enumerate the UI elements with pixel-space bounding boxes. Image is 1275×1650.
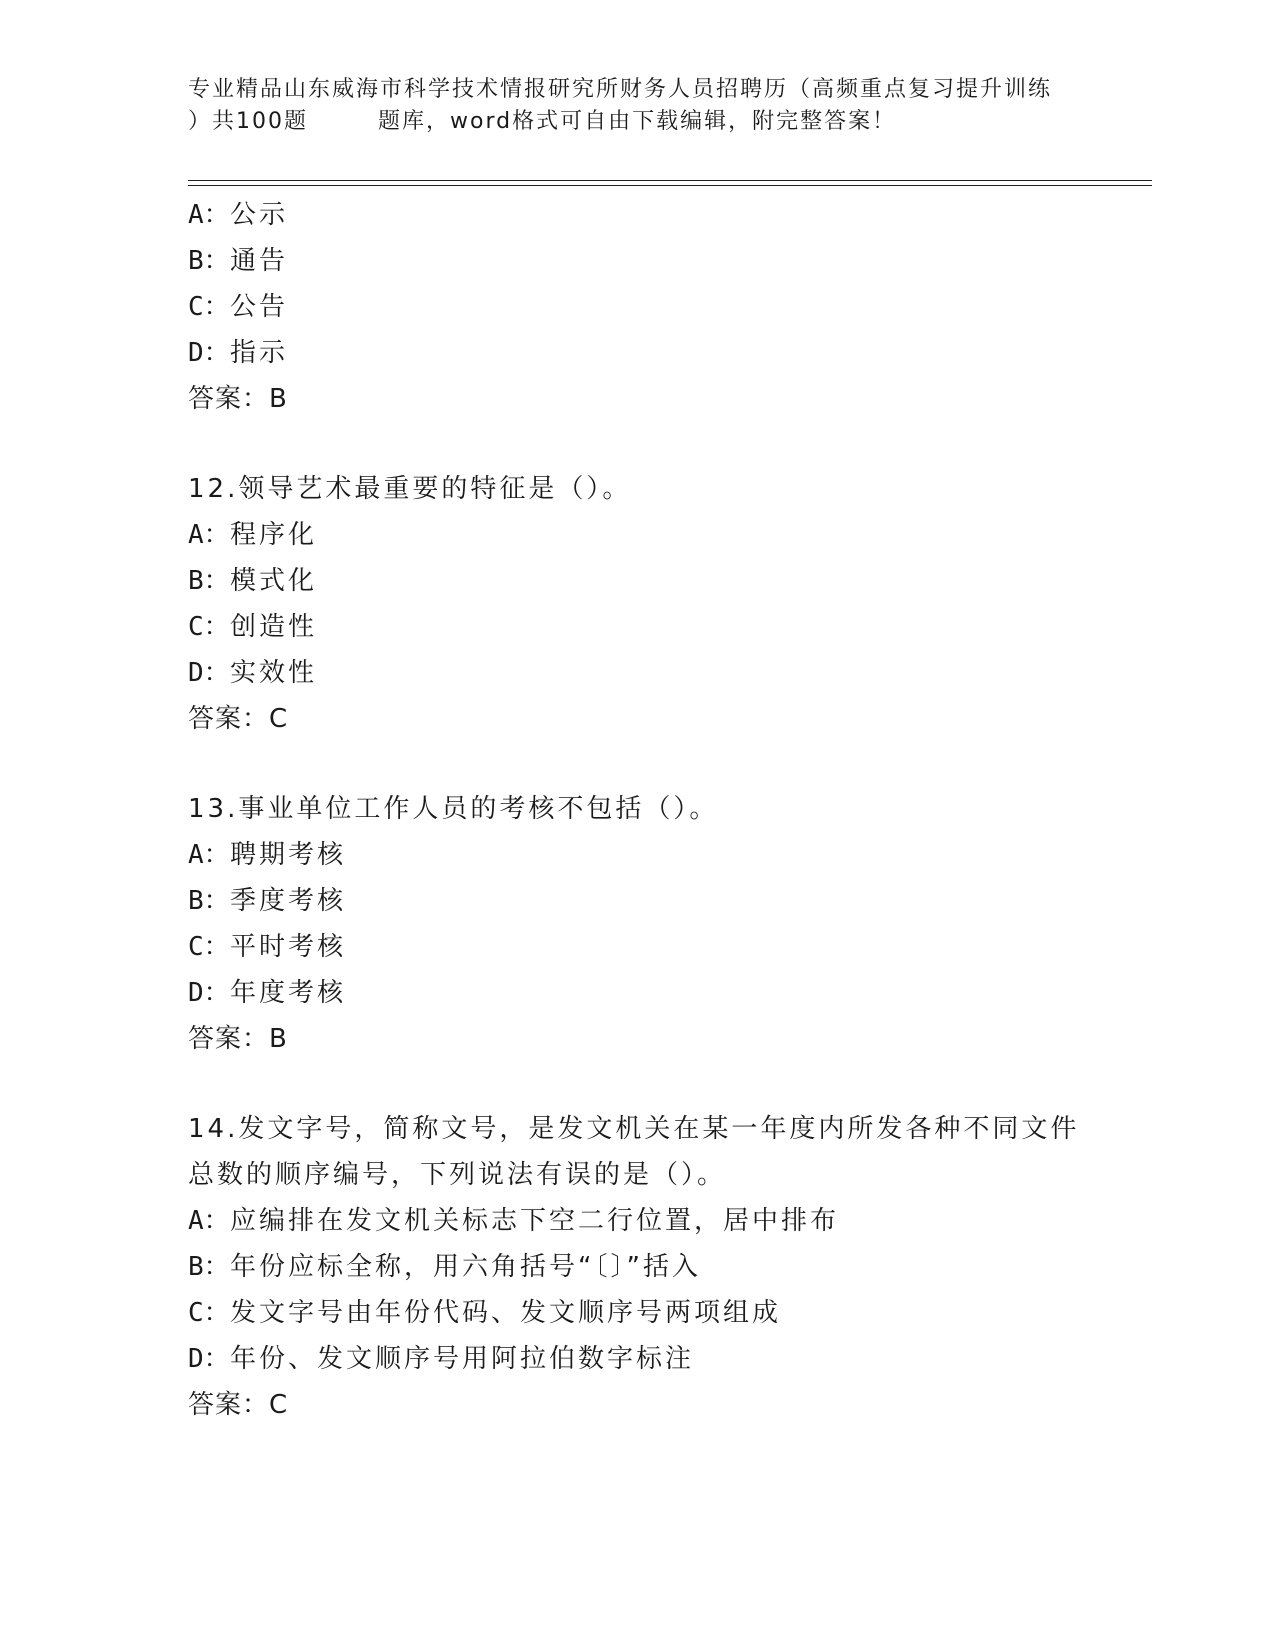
option-text: 聘期考核: [230, 840, 347, 870]
header-title-part-1: ）共100题: [188, 109, 308, 134]
document-header: [188, 74, 1088, 138]
question-block-14: [188, 1106, 1128, 1428]
option-text: 季度考核: [230, 886, 347, 916]
answer-line: [188, 696, 1128, 742]
option-letter: C：: [188, 932, 230, 962]
option-text: 年份应标全称，用六角括号“〔〕”括入: [230, 1252, 701, 1282]
option-letter: A：: [188, 520, 230, 550]
option-text: 模式化: [230, 566, 318, 596]
question-text-line-2: 总数的顺序编号，下列说法有误的是（）。: [188, 1160, 727, 1190]
option-letter: C：: [188, 612, 230, 642]
option-letter: B：: [188, 566, 230, 596]
option-letter: B：: [188, 246, 230, 276]
header-divider-top: [188, 180, 1152, 181]
option-text: 通告: [230, 246, 289, 276]
option-text: 年度考核: [230, 978, 347, 1008]
option-letter: D：: [188, 978, 230, 1008]
answer-line: [188, 376, 1128, 422]
option-a: [188, 512, 1128, 558]
option-text: 发文字号由年份代码、发文顺序号两项组成: [230, 1298, 782, 1328]
question-block-13: [188, 786, 1128, 1062]
answer-value: C: [269, 704, 291, 734]
answer-label: 答案：: [188, 1390, 270, 1420]
question-text: 12.领导艺术最重要的特征是（）。: [188, 474, 632, 504]
option-a: [188, 192, 1128, 238]
option-text: 平时考核: [230, 932, 347, 962]
option-b: [188, 1244, 1128, 1290]
option-letter: C：: [188, 292, 230, 322]
option-b: [188, 238, 1128, 284]
header-title-line-1: 专业精品山东威海市科学技术情报研究所财务人员招聘历（高频重点复习提升训练: [188, 77, 1053, 102]
option-text: 实效性: [230, 658, 318, 688]
option-letter: A：: [188, 840, 230, 870]
answer-value: B: [269, 384, 290, 414]
option-text: 年份、发文顺序号用阿拉伯数字标注: [230, 1344, 695, 1374]
option-letter: D：: [188, 338, 230, 368]
option-d: [188, 330, 1128, 376]
option-letter: B：: [188, 886, 230, 916]
answer-label: 答案：: [188, 1024, 270, 1054]
option-c: [188, 284, 1128, 330]
answer-value: B: [269, 1024, 290, 1054]
option-a: [188, 832, 1128, 878]
option-text: 指示: [230, 338, 289, 368]
option-d: [188, 1336, 1128, 1382]
option-d: [188, 650, 1128, 696]
question-text: 13.事业单位工作人员的考核不包括（）。: [188, 794, 719, 824]
answer-label: 答案：: [188, 704, 270, 734]
option-b: [188, 558, 1128, 604]
option-c: [188, 604, 1128, 650]
option-letter: D：: [188, 658, 230, 688]
question-list: [188, 192, 1128, 1428]
option-letter: D：: [188, 1344, 230, 1374]
option-d: [188, 970, 1128, 1016]
option-text: 公示: [230, 200, 289, 230]
question-block-11: [188, 192, 1128, 422]
option-c: [188, 1290, 1128, 1336]
answer-line: [188, 1382, 1128, 1428]
option-a: [188, 1198, 1128, 1244]
option-letter: C：: [188, 1298, 230, 1328]
option-letter: A：: [188, 1206, 230, 1236]
option-text: 公告: [230, 292, 289, 322]
option-b: [188, 878, 1128, 924]
answer-line: [188, 1016, 1128, 1062]
question-block-12: [188, 466, 1128, 742]
answer-value: C: [269, 1390, 291, 1420]
option-letter: B：: [188, 1252, 230, 1282]
option-text: 创造性: [230, 612, 318, 642]
option-letter: A：: [188, 200, 230, 230]
option-text: 应编排在发文机关标志下空二行位置，居中排布: [230, 1206, 840, 1236]
header-title-line-2: [188, 106, 1088, 138]
header-divider-bottom: [188, 185, 1152, 186]
option-c: [188, 924, 1128, 970]
header-title-part-2: 题库，word格式可自由下载编辑，附完整答案！: [378, 109, 897, 134]
question-text-line-1: 14.发文字号，简称文号，是发文机关在某一年度内所发各种不同文件: [188, 1114, 1080, 1144]
option-text: 程序化: [230, 520, 318, 550]
answer-label: 答案：: [188, 384, 270, 414]
